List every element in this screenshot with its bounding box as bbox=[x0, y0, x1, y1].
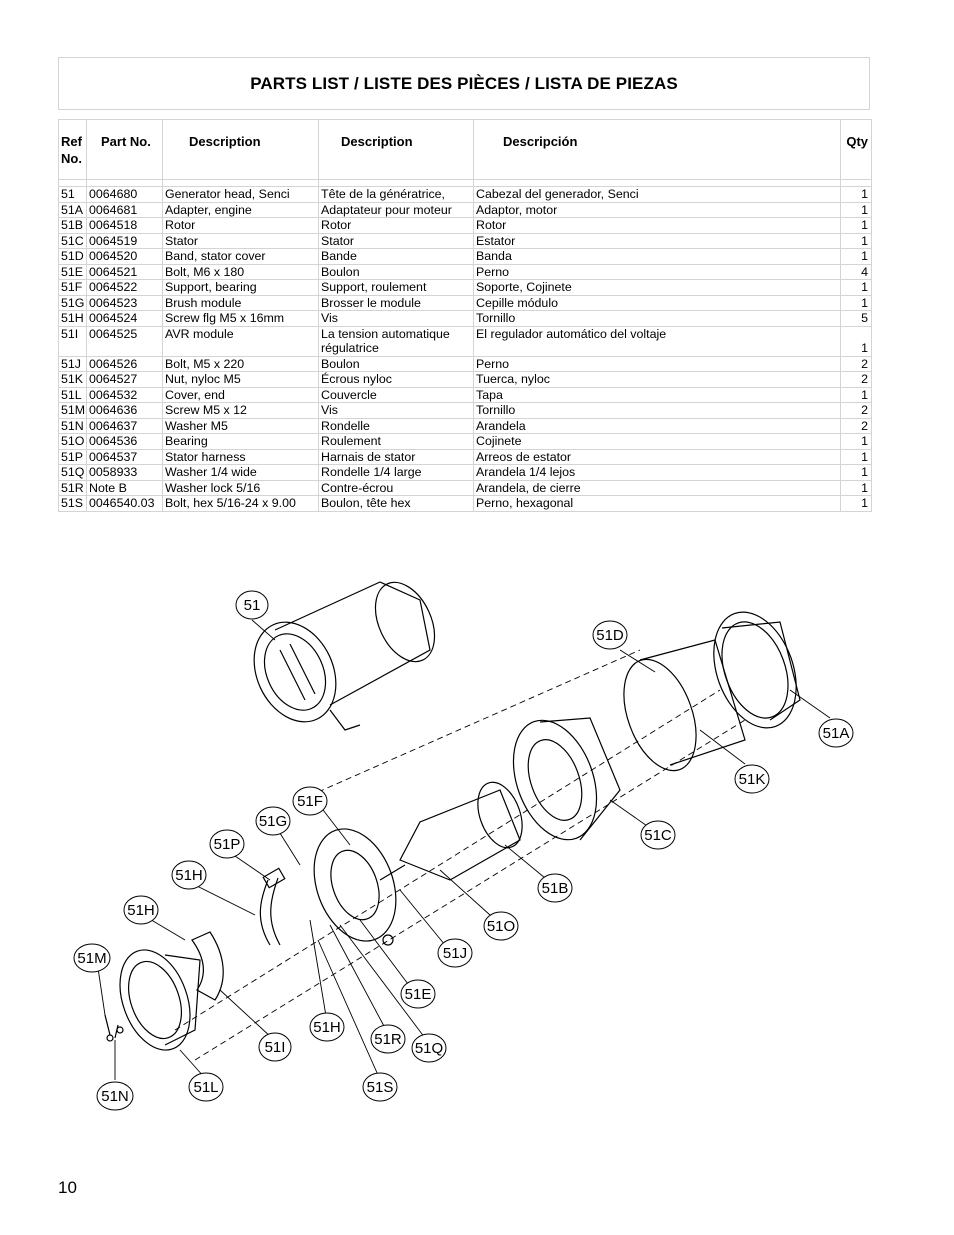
cell-en: Washer M5 bbox=[163, 418, 319, 434]
cell-ref: 51F bbox=[59, 280, 87, 296]
cell-en: Nut, nyloc M5 bbox=[163, 372, 319, 388]
cell-qty: 5 bbox=[841, 311, 872, 327]
callout-51s bbox=[363, 1073, 397, 1101]
page-title: PARTS LIST / LISTE DES PIÈCES / LISTA DE PIEZAS bbox=[250, 73, 678, 93]
cell-fr: Contre-écrou bbox=[319, 480, 474, 496]
rotor-part bbox=[380, 776, 530, 880]
cell-ref: 51R bbox=[59, 480, 87, 496]
cell-en: AVR module bbox=[163, 326, 319, 356]
callout-51q bbox=[412, 1034, 446, 1062]
cell-en: Support, bearing bbox=[163, 280, 319, 296]
svg-text:51N: 51N bbox=[101, 1088, 129, 1105]
svg-text:51Q: 51Q bbox=[414, 1040, 444, 1057]
svg-text:51H: 51H bbox=[313, 1019, 341, 1036]
cell-en: Washer 1/4 wide bbox=[163, 465, 319, 481]
cell-part: 0064680 bbox=[87, 187, 163, 203]
svg-text:51R: 51R bbox=[374, 1031, 402, 1048]
cell-es: Arandela bbox=[474, 418, 841, 434]
table-row bbox=[59, 295, 872, 311]
svg-text:51P: 51P bbox=[213, 836, 241, 853]
cell-qty: 1 bbox=[841, 496, 872, 512]
cell-fr: Tête de la génératrice, bbox=[319, 187, 474, 203]
cell-qty: 1 bbox=[841, 187, 872, 203]
cell-en: Cover, end bbox=[163, 387, 319, 403]
cell-part: 0064521 bbox=[87, 264, 163, 280]
svg-text:51S: 51S bbox=[366, 1079, 394, 1096]
table-row bbox=[59, 387, 872, 403]
generator-head-part bbox=[239, 573, 447, 735]
cell-fr: Écrous nyloc bbox=[319, 372, 474, 388]
cell-es: Tornillo bbox=[474, 403, 841, 419]
svg-text:51M: 51M bbox=[77, 950, 107, 967]
table-row bbox=[59, 311, 872, 327]
cell-fr: Adaptateur pour moteur bbox=[319, 202, 474, 218]
table-row bbox=[59, 202, 872, 218]
cell-qty: 1 bbox=[841, 326, 872, 356]
cell-ref: 51S bbox=[59, 496, 87, 512]
table-row bbox=[59, 480, 872, 496]
cell-qty: 1 bbox=[841, 480, 872, 496]
table-row bbox=[59, 434, 872, 450]
engine-adapter-part bbox=[699, 601, 811, 740]
cell-qty: 1 bbox=[841, 434, 872, 450]
cell-qty: 1 bbox=[841, 465, 872, 481]
svg-text:51D: 51D bbox=[596, 627, 624, 644]
callout-51c bbox=[641, 821, 675, 849]
cell-es: Cojinete bbox=[474, 434, 841, 450]
cell-qty: 1 bbox=[841, 202, 872, 218]
cell-en: Rotor bbox=[163, 218, 319, 234]
cell-part: Note B bbox=[87, 480, 163, 496]
svg-text:51K: 51K bbox=[738, 771, 766, 788]
cell-fr: Rondelle bbox=[319, 418, 474, 434]
callout-51g bbox=[256, 807, 290, 835]
cell-ref: 51M bbox=[59, 403, 87, 419]
cell-part: 0064526 bbox=[87, 356, 163, 372]
cell-en: Bolt, M6 x 180 bbox=[163, 264, 319, 280]
svg-text:51O: 51O bbox=[486, 918, 516, 935]
cell-es: Tornillo bbox=[474, 311, 841, 327]
callout-51o bbox=[484, 912, 518, 940]
brush-harness-part bbox=[260, 868, 284, 945]
cell-ref: 51N bbox=[59, 418, 87, 434]
svg-text:51H: 51H bbox=[127, 902, 155, 919]
cell-fr: Boulon bbox=[319, 356, 474, 372]
table-row bbox=[59, 372, 872, 388]
callout-51r bbox=[371, 1025, 405, 1053]
callout-51j bbox=[438, 939, 472, 967]
callout-51p bbox=[210, 830, 244, 858]
svg-text:51J: 51J bbox=[442, 945, 468, 962]
cell-en: Bolt, M5 x 220 bbox=[163, 356, 319, 372]
callout-51n bbox=[97, 1082, 133, 1110]
cell-part: 0064537 bbox=[87, 449, 163, 465]
cell-part: 0064532 bbox=[87, 387, 163, 403]
cell-part: 0064637 bbox=[87, 418, 163, 434]
cell-part: 0064681 bbox=[87, 202, 163, 218]
table-row bbox=[59, 187, 872, 203]
cell-es: Tuerca, nyloc bbox=[474, 372, 841, 388]
cell-fr: Bande bbox=[319, 249, 474, 265]
cell-qty: 1 bbox=[841, 249, 872, 265]
cell-ref: 51H bbox=[59, 311, 87, 327]
header-part: Part No. bbox=[87, 120, 163, 180]
end-cover-part bbox=[107, 940, 203, 1060]
cell-qty: 1 bbox=[841, 218, 872, 234]
callout-51k bbox=[735, 765, 769, 793]
table-header-row bbox=[59, 120, 872, 180]
table-row bbox=[59, 280, 872, 296]
svg-text:51H: 51H bbox=[175, 867, 203, 884]
cell-ref: 51Q bbox=[59, 465, 87, 481]
cell-qty: 4 bbox=[841, 264, 872, 280]
cell-en: Screw M5 x 12 bbox=[163, 403, 319, 419]
cell-part: 0046540.03 bbox=[87, 496, 163, 512]
cell-en: Stator harness bbox=[163, 449, 319, 465]
cell-en: Generator head, Senci bbox=[163, 187, 319, 203]
title-box bbox=[58, 57, 870, 110]
cell-fr: Vis bbox=[319, 403, 474, 419]
table-row bbox=[59, 264, 872, 280]
cell-en: Adapter, engine bbox=[163, 202, 319, 218]
cell-fr: Roulement bbox=[319, 434, 474, 450]
table-row bbox=[59, 233, 872, 249]
cell-es: Arandela, de cierre bbox=[474, 480, 841, 496]
header-ref: Ref No. bbox=[59, 120, 87, 180]
cell-ref: 51O bbox=[59, 434, 87, 450]
parts-table bbox=[58, 119, 872, 512]
cell-part: 0058933 bbox=[87, 465, 163, 481]
cell-es: Cepille módulo bbox=[474, 295, 841, 311]
cell-ref: 51P bbox=[59, 449, 87, 465]
screws-washers-part bbox=[105, 1015, 123, 1041]
cell-qty: 1 bbox=[841, 233, 872, 249]
header-desc-en: Description bbox=[163, 120, 319, 180]
callout-51l bbox=[189, 1073, 223, 1101]
table-row bbox=[59, 496, 872, 512]
cell-en: Stator bbox=[163, 233, 319, 249]
cell-fr: Harnais de stator bbox=[319, 449, 474, 465]
cell-ref: 51E bbox=[59, 264, 87, 280]
cell-part: 0064527 bbox=[87, 372, 163, 388]
cell-en: Bearing bbox=[163, 434, 319, 450]
callout-51h-left bbox=[124, 896, 158, 924]
cell-part: 0064636 bbox=[87, 403, 163, 419]
table-row bbox=[59, 418, 872, 434]
header-qty: Qty bbox=[841, 120, 872, 180]
cell-fr: Boulon, tête hex bbox=[319, 496, 474, 512]
cell-part: 0064519 bbox=[87, 233, 163, 249]
cell-es: Arreos de estator bbox=[474, 449, 841, 465]
cell-ref: 51G bbox=[59, 295, 87, 311]
cell-part: 0064525 bbox=[87, 326, 163, 356]
cell-en: Bolt, hex 5/16-24 x 9.00 bbox=[163, 496, 319, 512]
cell-qty: 1 bbox=[841, 449, 872, 465]
cell-es: Tapa bbox=[474, 387, 841, 403]
cell-fr: Rondelle 1/4 large bbox=[319, 465, 474, 481]
header-desc-fr: Description bbox=[319, 120, 474, 180]
cell-ref: 51 bbox=[59, 187, 87, 203]
cell-fr: Stator bbox=[319, 233, 474, 249]
cell-ref: 51K bbox=[59, 372, 87, 388]
cell-fr: Vis bbox=[319, 311, 474, 327]
cell-en: Washer lock 5/16 bbox=[163, 480, 319, 496]
svg-text:51G: 51G bbox=[258, 813, 288, 830]
svg-text:51E: 51E bbox=[404, 986, 432, 1003]
cell-en: Brush module bbox=[163, 295, 319, 311]
callout-51f bbox=[293, 787, 327, 815]
table-row bbox=[59, 326, 872, 356]
cell-es: Perno bbox=[474, 264, 841, 280]
table-row bbox=[59, 465, 872, 481]
avr-module-part bbox=[192, 932, 223, 1000]
callout-51e bbox=[401, 980, 435, 1008]
cell-es: Cabezal del generador, Senci bbox=[474, 187, 841, 203]
cell-en: Screw flg M5 x 16mm bbox=[163, 311, 319, 327]
cell-part: 0064524 bbox=[87, 311, 163, 327]
callout-51h-top bbox=[172, 861, 206, 889]
cell-qty: 1 bbox=[841, 280, 872, 296]
table-row bbox=[59, 356, 872, 372]
cell-fr: Boulon bbox=[319, 264, 474, 280]
cell-fr: Brosser le module bbox=[319, 295, 474, 311]
stator-cover-band-part bbox=[610, 640, 745, 780]
cell-ref: 51D bbox=[59, 249, 87, 265]
cell-ref: 51I bbox=[59, 326, 87, 356]
cell-es: Adaptor, motor bbox=[474, 202, 841, 218]
cell-part: 0064523 bbox=[87, 295, 163, 311]
table-spacer-row bbox=[59, 180, 872, 187]
cell-es: Estator bbox=[474, 233, 841, 249]
cell-ref: 51L bbox=[59, 387, 87, 403]
cell-es: Rotor bbox=[474, 218, 841, 234]
page-number: 10 bbox=[58, 1178, 77, 1197]
cell-ref: 51B bbox=[59, 218, 87, 234]
callout-51b bbox=[538, 874, 572, 902]
svg-text:51C: 51C bbox=[644, 827, 672, 844]
cell-es: Perno bbox=[474, 356, 841, 372]
cell-es: Soporte, Cojinete bbox=[474, 280, 841, 296]
callout-51i bbox=[259, 1033, 291, 1061]
cell-es: Banda bbox=[474, 249, 841, 265]
callout-51 bbox=[236, 591, 268, 619]
cell-ref: 51C bbox=[59, 233, 87, 249]
cell-es: Arandela 1/4 lejos bbox=[474, 465, 841, 481]
svg-text:51B: 51B bbox=[541, 880, 569, 897]
cell-fr: Rotor bbox=[319, 218, 474, 234]
svg-text:51A: 51A bbox=[822, 725, 850, 742]
svg-text:51I: 51I bbox=[264, 1039, 286, 1056]
cell-ref: 51A bbox=[59, 202, 87, 218]
callout-51m bbox=[74, 944, 110, 972]
callout-51a bbox=[819, 719, 853, 747]
cell-es: El regulador automático del voltaje bbox=[474, 326, 841, 356]
cell-en: Band, stator cover bbox=[163, 249, 319, 265]
table-row bbox=[59, 218, 872, 234]
cell-qty: 2 bbox=[841, 403, 872, 419]
cell-fr: La tension automatique régulatrice bbox=[319, 326, 474, 356]
table-row bbox=[59, 449, 872, 465]
header-desc-es: Descripción bbox=[474, 120, 841, 180]
cell-es: Perno, hexagonal bbox=[474, 496, 841, 512]
cell-part: 0064536 bbox=[87, 434, 163, 450]
table-row bbox=[59, 249, 872, 265]
svg-text:51F: 51F bbox=[297, 793, 323, 810]
parts-table-body bbox=[59, 180, 872, 512]
cell-part: 0064522 bbox=[87, 280, 163, 296]
cell-qty: 2 bbox=[841, 356, 872, 372]
callout-51h-bottom bbox=[310, 1013, 344, 1041]
cell-qty: 2 bbox=[841, 372, 872, 388]
cell-ref: 51J bbox=[59, 356, 87, 372]
exploded-view-diagram bbox=[0, 560, 954, 1120]
cell-qty: 1 bbox=[841, 295, 872, 311]
cell-fr: Couvercle bbox=[319, 387, 474, 403]
cell-part: 0064518 bbox=[87, 218, 163, 234]
bearing-support-part bbox=[299, 818, 410, 953]
cell-qty: 2 bbox=[841, 418, 872, 434]
svg-text:51: 51 bbox=[243, 597, 261, 614]
assembly-axis-lines bbox=[175, 650, 745, 1060]
cell-part: 0064520 bbox=[87, 249, 163, 265]
svg-text:51L: 51L bbox=[193, 1079, 219, 1096]
cell-fr: Support, roulement bbox=[319, 280, 474, 296]
table-row bbox=[59, 403, 872, 419]
callout-51d bbox=[593, 621, 627, 649]
cell-qty: 1 bbox=[841, 387, 872, 403]
